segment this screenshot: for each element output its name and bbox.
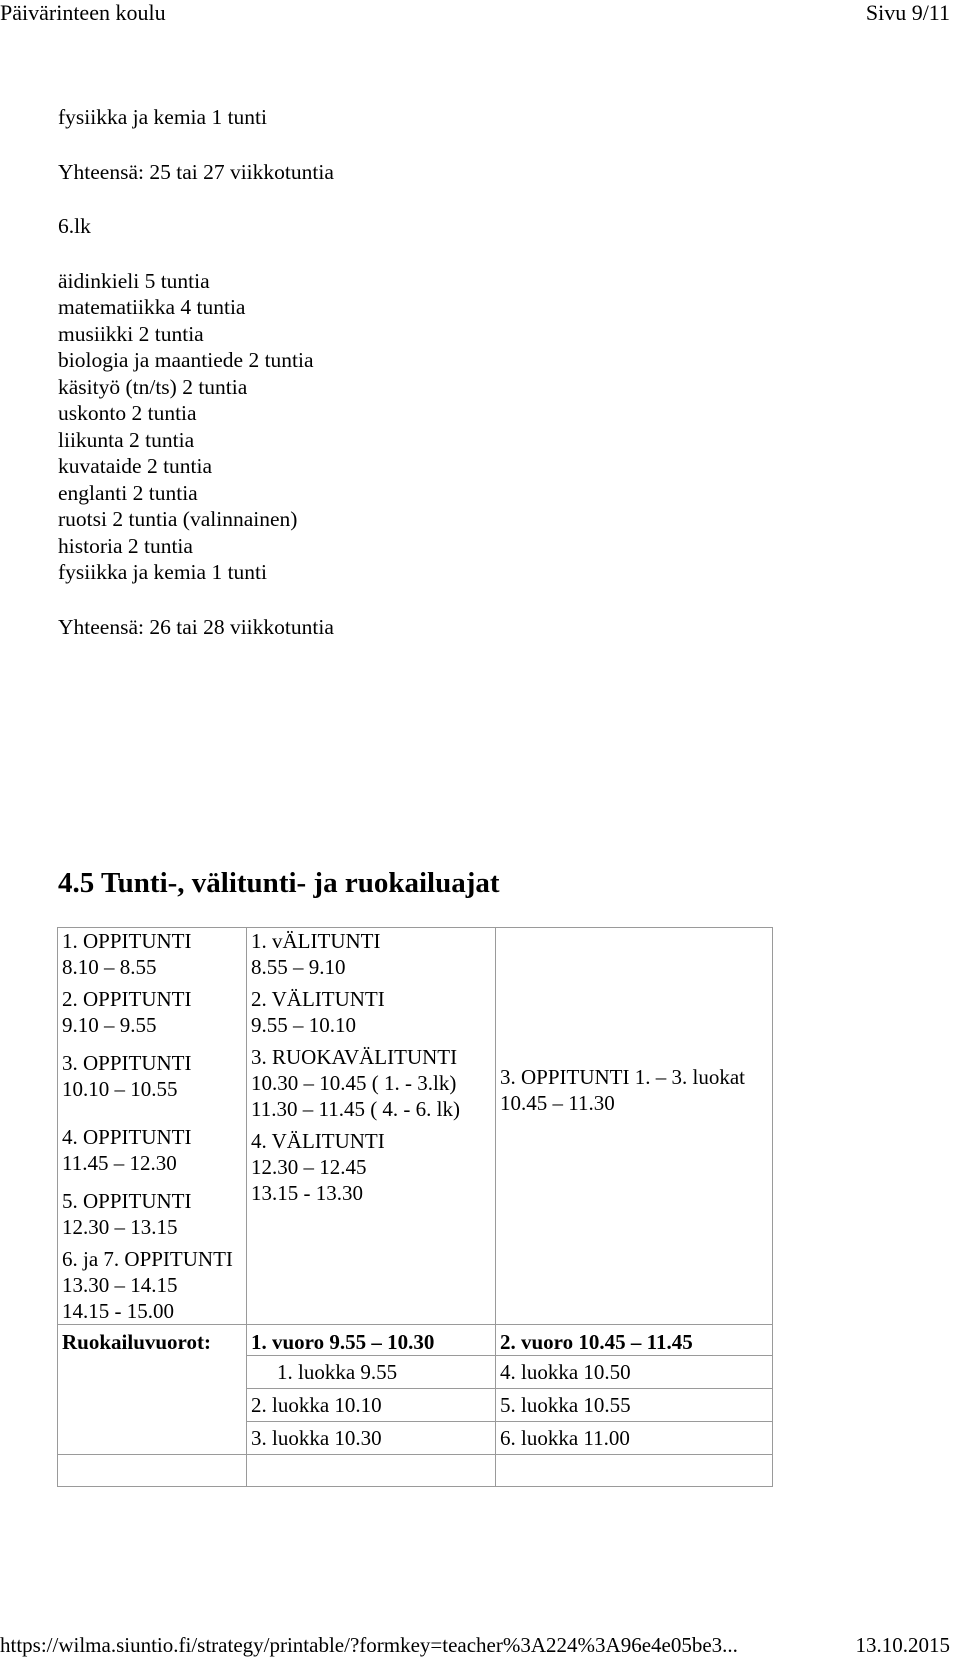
lunch-label: Ruokailuvuorot: xyxy=(58,1325,247,1356)
lunch-class: 3. luokka 10.30 xyxy=(247,1422,496,1455)
subject-item: historia 2 tuntia xyxy=(58,533,193,558)
lesson-name: 2. OPPITUNTI xyxy=(62,987,192,1011)
lesson-name: 5. OPPITUNTI xyxy=(62,1189,192,1213)
lesson-time: 14.15 - 15.00 xyxy=(62,1299,174,1323)
lessons-cell xyxy=(58,928,247,1325)
lesson-block xyxy=(62,1124,242,1176)
lesson-block xyxy=(62,986,242,1038)
empty-cell xyxy=(58,1389,247,1422)
subject-item: kuvataide 2 tuntia xyxy=(58,454,213,478)
break-time: 12.30 – 12.45 xyxy=(251,1155,367,1179)
break-name: 1. vÄLITUNTI xyxy=(251,929,381,953)
lesson-name: 3. OPPITUNTI xyxy=(62,1051,192,1075)
lunch-turn-2: 2. vuoro 10.45 – 11.45 xyxy=(496,1325,773,1356)
third-lesson-name: 3. OPPITUNTI 1. – 3. luokat xyxy=(500,1065,745,1089)
document-body xyxy=(58,104,938,640)
breaks-cell xyxy=(247,928,496,1325)
intro-line: fysiikka ja kemia 1 tunti xyxy=(58,105,267,129)
empty-cell xyxy=(247,1455,496,1487)
lunch-class: 2. luokka 10.10 xyxy=(247,1389,496,1422)
lesson-time: 11.45 – 12.30 xyxy=(62,1151,177,1175)
lesson-time: 8.10 – 8.55 xyxy=(62,955,157,979)
break-name: 4. VÄLITUNTI xyxy=(251,1129,385,1153)
break-time: 8.55 – 9.10 xyxy=(251,955,346,979)
break-block xyxy=(251,928,491,980)
lesson-block xyxy=(62,1188,242,1240)
third-lesson-time: 10.45 – 11.30 xyxy=(500,1091,615,1115)
grade-total: Yhteensä: 26 tai 28 viikkotuntia xyxy=(58,614,334,639)
lesson-block xyxy=(62,1246,242,1324)
lunch-class: 6. luokka 11.00 xyxy=(496,1422,773,1455)
empty-cell xyxy=(58,1455,247,1487)
subject-item: äidinkieli 5 tuntia xyxy=(58,268,210,293)
schedule-table xyxy=(57,927,773,1487)
footer-date: 13.10.2015 xyxy=(855,1633,950,1657)
subject-item: ruotsi 2 tuntia (valinnainen) xyxy=(58,507,298,531)
header-page-number: Sivu 9/11 xyxy=(865,0,950,25)
empty-cell xyxy=(496,1455,773,1487)
lesson-block xyxy=(62,928,242,980)
footer-url: https://wilma.siuntio.fi/strategy/printable/?formkey=teacher%3A224%3A96e4e05be3... xyxy=(0,1633,738,1657)
lesson-time: 10.10 – 10.55 xyxy=(62,1077,178,1101)
third-lesson-cell xyxy=(496,928,773,1325)
subject-item: käsityö (tn/ts) 2 tuntia xyxy=(58,374,248,399)
header-school: Päivärinteen koulu xyxy=(0,0,166,25)
lunch-class: 4. luokka 10.50 xyxy=(496,1356,773,1389)
grade-title: 6.lk xyxy=(58,214,91,238)
subject-item: englanti 2 tuntia xyxy=(58,480,198,505)
lunch-turn-1: 1. vuoro 9.55 – 10.30 xyxy=(247,1325,496,1356)
break-name: 3. RUOKAVÄLITUNTI xyxy=(251,1045,458,1069)
lesson-time: 9.10 – 9.55 xyxy=(62,1013,157,1037)
subject-item: musiikki 2 tuntia xyxy=(58,321,204,346)
break-block xyxy=(251,1128,491,1206)
lunch-class: 5. luokka 10.55 xyxy=(496,1389,773,1422)
subject-item: matematiikka 4 tuntia xyxy=(58,295,246,319)
subject-item: biologia ja maantiede 2 tuntia xyxy=(58,348,314,372)
break-name: 2. VÄLITUNTI xyxy=(251,987,385,1011)
intro-total: Yhteensä: 25 tai 27 viikkotuntia xyxy=(58,159,334,184)
third-lesson-alt xyxy=(500,1064,768,1116)
lesson-name: 6. ja 7. OPPITUNTI xyxy=(62,1247,233,1271)
lesson-name: 1. OPPITUNTI xyxy=(62,929,192,953)
break-time: 13.15 - 13.30 xyxy=(251,1181,363,1205)
lunch-class: 1. luokka 9.55 xyxy=(247,1356,496,1389)
break-block xyxy=(251,986,491,1038)
subject-item: fysiikka ja kemia 1 tunti xyxy=(58,560,267,584)
subject-list xyxy=(58,268,938,586)
lesson-block xyxy=(62,1050,242,1102)
section-title: 4.5 Tunti-, välitunti- ja ruokailuajat xyxy=(58,867,500,899)
break-block xyxy=(251,1044,491,1122)
lesson-time: 12.30 – 13.15 xyxy=(62,1215,178,1239)
break-time: 11.30 – 11.45 ( 4. - 6. lk) xyxy=(251,1097,461,1121)
break-time: 9.55 – 10.10 xyxy=(251,1013,356,1037)
lesson-name: 4. OPPITUNTI xyxy=(62,1125,192,1149)
subject-item: liikunta 2 tuntia xyxy=(58,427,195,452)
empty-cell xyxy=(58,1356,247,1389)
empty-cell xyxy=(58,1422,247,1455)
break-time: 10.30 – 10.45 ( 1. - 3.lk) xyxy=(251,1071,457,1095)
lesson-time: 13.30 – 14.15 xyxy=(62,1273,178,1297)
subject-item: uskonto 2 tuntia xyxy=(58,401,197,425)
